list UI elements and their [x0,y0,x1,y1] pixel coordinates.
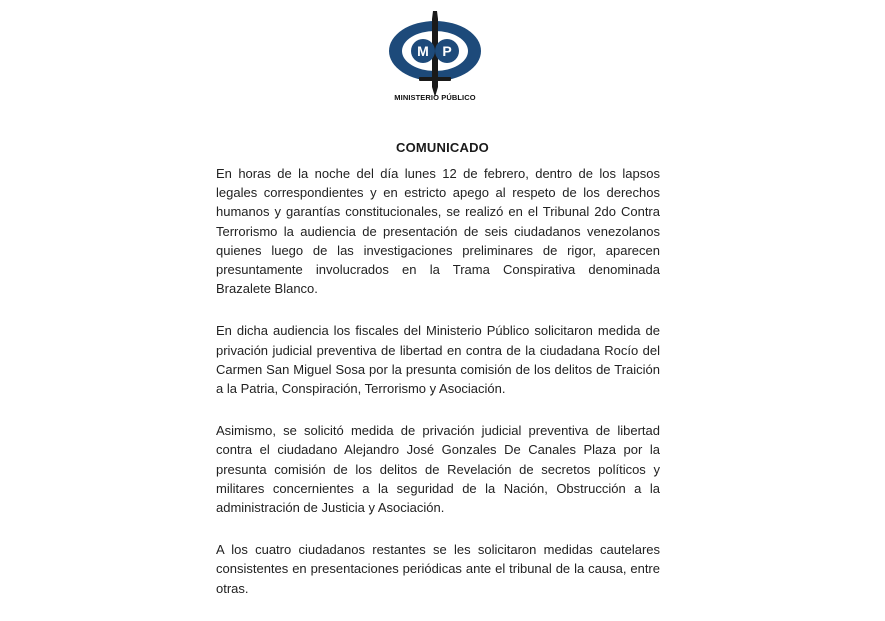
paragraph: En dicha audiencia los fiscales del Ministerio Público solicitaron medida de privación judicial preventiva de libertad en contra de la ciudadana Rocío del Carmen San Miguel Sosa por la presunta comisión de los delitos de Traición a la Patria, Conspiración, Terrorismo y Asociación. [216,323,660,397]
paragraph: Asimismo, se solicitó medida de privación judicial preventiva de libertad contra el ciudadano Alejandro José Gonzales De Canales Plaza por la presunta comisión de los delitos de Revelación de secretos políticos y militares concernientes a la seguridad de la Nación, Obstrucción a la administración de Justicia y Asociación. [216,423,660,516]
logo-caption: MINISTERIO PÚBLICO [394,93,476,102]
paragraph: A los cuatro ciudadanos restantes se les solicitaron medidas cautelares consistentes en presentaciones periódicas ante el tribunal de la causa, entre otras. [216,542,660,596]
paragraph: En horas de la noche del día lunes 12 de febrero, dentro de los lapsos legales correspondientes y en estricto apego al respeto de los derechos humanos y garantías constitucionales, se realizó en el Tribunal 2do Contra Terrorismo la audiencia de presentación de seis ciudadanos venezolanos quienes luego de las investigaciones preliminares de rigor, aparecen presuntamente involucrados en la Trama Conspirativa denominada Brazalete Blanco. [216,166,660,297]
logo-emblem-icon [383,7,488,103]
svg-text:M: M [417,43,429,59]
document-body [216,164,660,621]
document-title: COMUNICADO [396,140,489,155]
ministerio-publico-logo [383,7,488,103]
svg-text:P: P [442,43,452,59]
